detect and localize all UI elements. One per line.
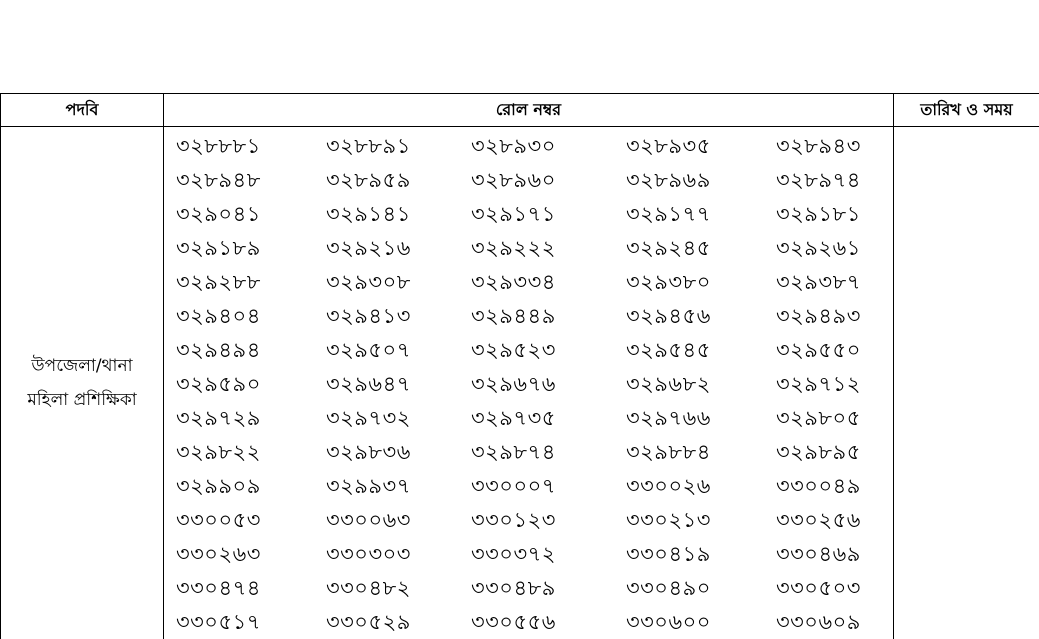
roll-number: ৩৩০৫০৩ (776, 571, 906, 605)
roll-number: ৩২৯৫৫০ (776, 333, 906, 367)
roll-number: ৩৩০৪১৯ (626, 537, 776, 571)
roll-number: ৩৩০৫২৯ (326, 605, 471, 639)
roll-number: ৩২৯৫৯০ (176, 367, 326, 401)
roll-number: ৩২৯৮০৫ (776, 401, 906, 435)
date-time-cell (894, 127, 1039, 639)
roll-number: ৩২৯৪৯৩ (776, 299, 906, 333)
roll-number: ৩২৮৯৬০ (471, 163, 626, 197)
roll-number: ৩২৯১৪১ (326, 197, 471, 231)
roll-number: ৩২৯৮৭৪ (471, 435, 626, 469)
roll-number: ৩২৯৮৩৬ (326, 435, 471, 469)
roll-number-grid (164, 127, 893, 639)
roll-number: ৩২৯৪০৪ (176, 299, 326, 333)
roll-number: ৩২৯২২২ (471, 231, 626, 265)
header-date-time: তারিখ ও সময় (894, 94, 1039, 127)
roll-number: ৩২৯৪৪৯ (471, 299, 626, 333)
roll-number: ৩৩০০৬৩ (326, 503, 471, 537)
roll-number: ৩২৯০৪১ (176, 197, 326, 231)
roll-number: ৩২৯৩০৮ (326, 265, 471, 299)
roll-number: ৩৩০২৬৩ (176, 537, 326, 571)
roll-number: ৩২৯১৮১ (776, 197, 906, 231)
roll-number: ৩২৯৪১৩ (326, 299, 471, 333)
roll-number: ৩২৯৬৪৭ (326, 367, 471, 401)
roll-number: ৩৩০৫৫৬ (471, 605, 626, 639)
roll-number: ৩৩০২১৩ (626, 503, 776, 537)
roll-number: ৩২৮৯৩০ (471, 129, 626, 163)
roll-number: ৩২৯৭৩৫ (471, 401, 626, 435)
roll-number: ৩২৯৫০৭ (326, 333, 471, 367)
roll-number: ৩২৯৯০৯ (176, 469, 326, 503)
roll-number: ৩৩০০৪৯ (776, 469, 906, 503)
roll-number: ৩২৮৯৬৯ (626, 163, 776, 197)
roll-number: ৩৩০৪৬৯ (776, 537, 906, 571)
roll-number: ৩২৯৩৮০ (626, 265, 776, 299)
roll-number: ৩২৯২৮৮ (176, 265, 326, 299)
roll-number: ৩২৯৭৬৬ (626, 401, 776, 435)
roll-number: ৩২৯৭২৯ (176, 401, 326, 435)
roll-number: ৩২৯৫২৩ (471, 333, 626, 367)
roll-number: ৩২৮৯৭৪ (776, 163, 906, 197)
post-name-line-1: উপজেলা/থানা (1, 349, 163, 383)
roll-number: ৩২৯৭৩২ (326, 401, 471, 435)
header-roll-number: রোল নম্বর (164, 94, 894, 127)
roll-number: ৩২৯৪৫৬ (626, 299, 776, 333)
roll-number: ৩২৯৫৪৫ (626, 333, 776, 367)
roll-number: ৩২৮৮৯১ (326, 129, 471, 163)
roll-number: ৩৩০১২৩ (471, 503, 626, 537)
roll-number: ৩২৯৩৩৪ (471, 265, 626, 299)
roll-number: ৩৩০৪৮২ (326, 571, 471, 605)
roll-number: ৩২৮৯৩৫ (626, 129, 776, 163)
roll-number: ৩৩০৪৮৯ (471, 571, 626, 605)
roll-number-table (0, 93, 1039, 639)
roll-number: ৩২৯৪৯৪ (176, 333, 326, 367)
roll-number: ৩২৮৯৫৯ (326, 163, 471, 197)
roll-number: ৩২৯৮৯৫ (776, 435, 906, 469)
roll-number: ৩৩০৪৯০ (626, 571, 776, 605)
roll-number: ৩২৯২৬১ (776, 231, 906, 265)
roll-number: ৩২৯১৭১ (471, 197, 626, 231)
table-row (1, 127, 1039, 639)
roll-number: ৩৩০২৫৬ (776, 503, 906, 537)
roll-number: ৩৩০০২৬ (626, 469, 776, 503)
roll-number: ৩২৮৮৮১ (176, 129, 326, 163)
roll-number: ৩২৯৮২২ (176, 435, 326, 469)
post-name-line-2: মহিলা প্রশিক্ষিকা (1, 383, 163, 417)
roll-number: ৩২৯৭১২ (776, 367, 906, 401)
roll-number: ৩২৮৯৪৩ (776, 129, 906, 163)
roll-number: ৩৩০৪৭৪ (176, 571, 326, 605)
post-cell (1, 127, 164, 639)
roll-number: ৩২৯৮৮৪ (626, 435, 776, 469)
roll-number: ৩২৯৩৮৭ (776, 265, 906, 299)
table-header-row (1, 94, 1039, 127)
roll-number: ৩৩০৫১৭ (176, 605, 326, 639)
roll-number: ৩২৯১৭৭ (626, 197, 776, 231)
roll-number: ৩২৯৯৩৭ (326, 469, 471, 503)
roll-number: ৩২৯২১৬ (326, 231, 471, 265)
roll-number: ৩৩০৬০০ (626, 605, 776, 639)
roll-number: ৩৩০০৫৩ (176, 503, 326, 537)
roll-number: ৩২৯১৮৯ (176, 231, 326, 265)
roll-number: ৩৩০০০৭ (471, 469, 626, 503)
roll-number: ৩২৯৬৮২ (626, 367, 776, 401)
roll-number: ৩২৮৯৪৮ (176, 163, 326, 197)
roll-number: ৩৩০৩০৩ (326, 537, 471, 571)
roll-number: ৩২৯৬৭৬ (471, 367, 626, 401)
roll-numbers-cell (164, 127, 894, 639)
roll-number: ৩৩০৬০৯ (776, 605, 906, 639)
header-post: পদবি (1, 94, 164, 127)
roll-number: ৩২৯২৪৫ (626, 231, 776, 265)
roll-number: ৩৩০৩৭২ (471, 537, 626, 571)
